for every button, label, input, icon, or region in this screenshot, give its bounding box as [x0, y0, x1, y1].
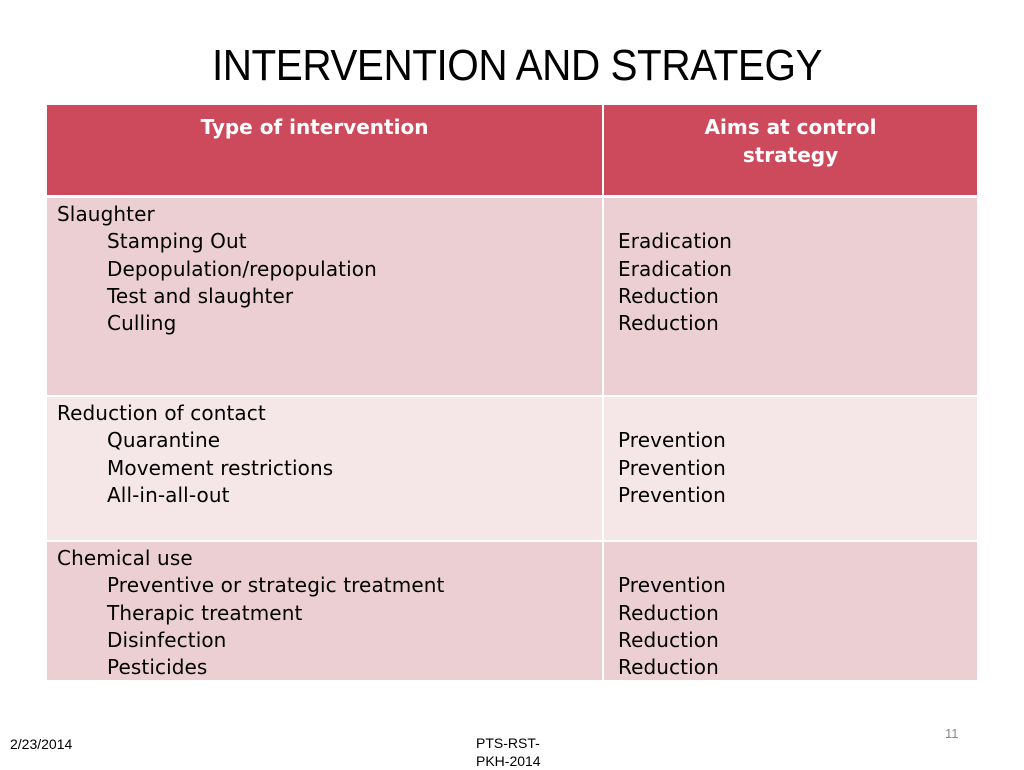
group-title: Slaughter	[57, 202, 155, 226]
aim-value: Prevention	[618, 455, 726, 480]
intervention-table	[47, 105, 977, 680]
aim-value: Prevention	[618, 428, 726, 453]
group-title: Chemical use	[57, 546, 193, 570]
header-cell-aims	[604, 105, 977, 195]
header-cell-intervention	[47, 105, 602, 195]
intervention-item: Disinfection	[107, 627, 227, 652]
intervention-item: Test and slaughter	[107, 283, 294, 308]
group-title: Reduction of contact	[57, 401, 266, 425]
table-row-chemical-use	[47, 542, 977, 680]
header-aims-label	[604, 105, 977, 169]
aims-cell	[604, 397, 977, 540]
footer-center-text	[476, 734, 566, 770]
intervention-item: Quarantine	[107, 428, 221, 453]
footer-center-line-1: PTS-RST-	[476, 735, 540, 751]
header-aims-line-2: strategy	[742, 143, 839, 167]
aim-value: Prevention	[618, 482, 726, 507]
slide-title: INTERVENTION AND STRATEGY	[211, 41, 823, 90]
intervention-item: Movement restrictions	[107, 455, 334, 480]
footer-center-line-2: PKH-2014	[476, 753, 541, 769]
aim-value: Eradication	[618, 256, 733, 281]
aims-cell	[604, 542, 977, 680]
table-row-slaughter	[47, 198, 977, 395]
intervention-item: Culling	[107, 311, 177, 336]
aim-value: Reduction	[618, 283, 719, 308]
intervention-cell	[47, 542, 602, 680]
header-aims-line-1: Aims at control	[704, 115, 877, 139]
intervention-item: Preventive or strategic treatment	[107, 573, 445, 598]
intervention-item: Therapic treatment	[107, 600, 303, 625]
header-intervention-label: Type of intervention	[200, 115, 429, 139]
aim-value: Reduction	[618, 627, 719, 652]
intervention-item: Depopulation/repopulation	[107, 256, 377, 281]
intervention-cell	[47, 397, 602, 540]
page-number: 11	[945, 726, 959, 741]
aim-value: Reduction	[618, 311, 719, 336]
aim-value: Reduction	[618, 655, 719, 680]
aim-value: Eradication	[618, 229, 733, 254]
aim-value: Reduction	[618, 600, 719, 625]
intervention-item: Pesticides	[107, 655, 208, 680]
aims-cell	[604, 198, 977, 395]
table-row-reduction-of-contact	[47, 397, 977, 540]
aim-value: Prevention	[618, 573, 726, 598]
intervention-item: All-in-all-out	[107, 482, 230, 507]
table-header-row	[47, 105, 977, 195]
footer-date: 2/23/2014	[10, 736, 73, 752]
intervention-cell	[47, 198, 602, 395]
intervention-item: Stamping Out	[107, 229, 247, 254]
